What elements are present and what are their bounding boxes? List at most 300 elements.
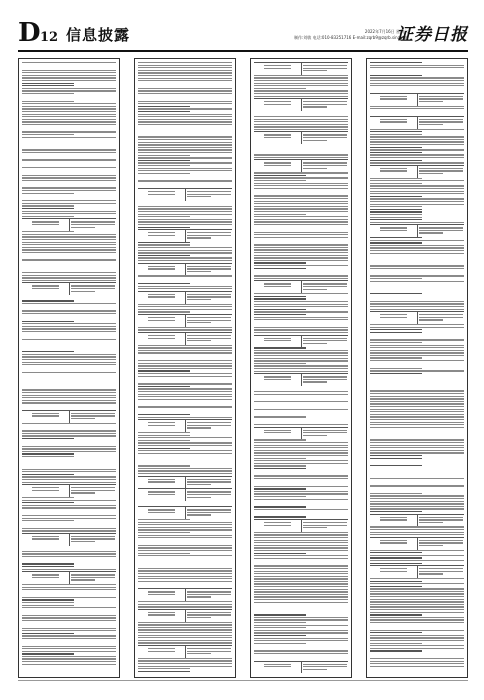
text-line xyxy=(22,448,116,449)
text-line xyxy=(370,152,422,153)
text-line xyxy=(138,80,232,81)
text-line xyxy=(254,391,348,392)
text-line xyxy=(254,203,348,204)
text-line xyxy=(138,473,232,474)
text-line xyxy=(370,345,464,346)
text-line xyxy=(138,111,190,112)
text-line xyxy=(254,586,348,587)
text-line xyxy=(138,435,190,436)
text-line xyxy=(254,468,306,469)
table-cell xyxy=(138,264,186,276)
text-line xyxy=(370,309,464,310)
text-line xyxy=(370,342,422,343)
text-line xyxy=(370,557,422,558)
text-line xyxy=(254,358,348,359)
text-line xyxy=(254,630,348,631)
text-line xyxy=(138,283,190,284)
text-line xyxy=(254,327,348,328)
text-line xyxy=(370,529,464,530)
text-line xyxy=(254,314,306,315)
text-line xyxy=(254,650,348,651)
table-cell xyxy=(254,374,302,386)
text-line xyxy=(254,201,348,202)
text-line xyxy=(254,578,348,579)
text-line xyxy=(370,635,464,636)
text-line xyxy=(254,306,348,307)
text-line xyxy=(138,437,232,438)
text-line xyxy=(138,227,190,228)
text-line xyxy=(22,471,116,472)
text-line xyxy=(22,505,116,506)
text-line xyxy=(138,208,232,209)
text-line xyxy=(254,550,348,551)
text-line xyxy=(254,83,348,84)
column-2-text xyxy=(138,62,232,674)
table-cell xyxy=(186,589,233,601)
text-line xyxy=(22,149,116,150)
text-line xyxy=(254,638,348,639)
text-line xyxy=(254,394,348,395)
text-line xyxy=(22,359,116,360)
text-line xyxy=(254,88,306,89)
text-line xyxy=(138,668,190,669)
text-line xyxy=(138,671,190,672)
text-line xyxy=(254,172,348,173)
text-line xyxy=(22,530,116,531)
text-line xyxy=(254,157,348,158)
text-line xyxy=(370,458,422,459)
table-cell xyxy=(254,428,302,440)
table-cell xyxy=(418,94,465,106)
text-line xyxy=(22,339,116,340)
table-cell xyxy=(302,160,349,172)
text-line xyxy=(370,144,464,145)
text-line xyxy=(370,493,422,494)
text-line xyxy=(254,478,348,479)
text-line xyxy=(138,570,232,571)
text-line xyxy=(22,456,74,457)
text-line xyxy=(370,339,464,340)
text-line xyxy=(370,578,464,579)
text-line xyxy=(22,372,116,373)
table-row xyxy=(370,565,464,578)
table-cell xyxy=(418,538,465,550)
text-line xyxy=(370,329,422,330)
text-line xyxy=(22,213,116,214)
text-line xyxy=(254,576,348,577)
table-cell xyxy=(138,646,186,658)
text-line xyxy=(138,666,232,667)
text-line xyxy=(370,198,464,199)
text-line xyxy=(138,386,190,387)
text-line xyxy=(22,474,74,475)
text-line xyxy=(138,216,190,217)
text-line xyxy=(254,653,348,654)
text-line xyxy=(370,247,464,248)
text-line xyxy=(138,383,232,384)
text-line xyxy=(22,208,74,209)
table-row xyxy=(370,224,464,237)
text-line xyxy=(22,628,116,629)
table-row xyxy=(370,514,464,527)
text-line xyxy=(138,640,232,641)
text-line xyxy=(138,206,232,207)
text-line xyxy=(22,602,74,603)
text-line xyxy=(254,401,348,402)
table-row xyxy=(370,311,464,324)
text-line xyxy=(22,331,116,332)
table-cell xyxy=(254,63,302,75)
text-line xyxy=(254,198,348,199)
text-line xyxy=(370,414,464,415)
text-line xyxy=(22,507,116,508)
text-line xyxy=(370,532,464,533)
text-line xyxy=(138,550,232,551)
text-line xyxy=(22,635,116,636)
text-line xyxy=(138,162,232,163)
text-line xyxy=(138,121,232,122)
text-line xyxy=(254,252,348,253)
text-line xyxy=(138,635,232,636)
text-line xyxy=(254,121,348,122)
text-line xyxy=(254,206,348,207)
text-line xyxy=(22,630,116,631)
text-line xyxy=(370,188,464,189)
text-line xyxy=(138,450,232,451)
table-cell xyxy=(138,333,186,345)
text-line xyxy=(22,362,116,363)
text-line xyxy=(138,660,232,661)
text-line xyxy=(370,439,464,440)
text-line xyxy=(254,124,348,125)
text-line xyxy=(370,67,464,68)
table-cell xyxy=(70,485,117,497)
table-row xyxy=(22,410,116,423)
text-line xyxy=(370,630,464,631)
text-line xyxy=(370,390,464,391)
text-line xyxy=(254,237,348,238)
text-line xyxy=(254,188,348,189)
text-line xyxy=(138,139,232,140)
page-letter: D xyxy=(18,18,41,48)
table-row xyxy=(138,419,232,432)
text-line xyxy=(22,193,74,194)
table-row xyxy=(22,282,116,295)
text-line xyxy=(254,224,348,225)
text-line xyxy=(138,394,232,395)
text-line xyxy=(370,661,464,662)
text-line xyxy=(370,666,464,667)
text-line xyxy=(254,126,348,127)
table-cell xyxy=(70,572,117,584)
table-row xyxy=(370,537,464,550)
text-line xyxy=(138,327,232,328)
text-line xyxy=(370,193,464,194)
text-line xyxy=(370,278,422,279)
text-line xyxy=(22,247,116,248)
text-line xyxy=(22,497,74,498)
text-line xyxy=(254,195,348,196)
table-row xyxy=(254,427,348,440)
text-line xyxy=(370,593,464,594)
text-line xyxy=(254,75,348,76)
text-line xyxy=(254,553,306,554)
text-line xyxy=(254,594,348,595)
text-line xyxy=(254,596,348,597)
text-line xyxy=(22,231,74,232)
text-line xyxy=(254,622,306,623)
text-line xyxy=(138,445,232,446)
text-line xyxy=(22,354,116,355)
text-line xyxy=(370,211,422,212)
text-line xyxy=(370,398,464,399)
table-cell xyxy=(186,646,233,658)
text-line xyxy=(138,576,232,577)
text-line xyxy=(254,439,306,440)
table-cell xyxy=(186,189,233,201)
table-row xyxy=(138,229,232,242)
text-line xyxy=(22,131,116,132)
text-line xyxy=(138,524,232,525)
table-cell xyxy=(302,336,349,348)
text-line xyxy=(138,180,232,181)
text-line xyxy=(138,373,232,374)
table-row xyxy=(138,645,232,658)
text-line xyxy=(370,450,464,451)
contact-line: 制作:刘敏 电话:010-83251716 E-mail:zqrb9@zqrb.sina.net xyxy=(293,35,408,40)
text-line xyxy=(138,396,232,397)
text-line xyxy=(254,119,348,120)
text-line xyxy=(370,552,422,553)
text-line xyxy=(22,326,116,327)
text-line xyxy=(254,90,348,91)
text-line xyxy=(370,498,464,499)
text-line xyxy=(370,427,464,428)
text-line xyxy=(254,208,348,209)
table-cell xyxy=(22,572,70,584)
text-line xyxy=(138,370,190,371)
text-line xyxy=(22,124,116,125)
text-line xyxy=(22,482,116,483)
text-line xyxy=(254,486,348,487)
text-line xyxy=(370,465,422,466)
text-line xyxy=(370,599,464,600)
text-line xyxy=(138,173,190,174)
table-cell xyxy=(254,99,302,111)
text-line xyxy=(370,637,464,638)
table-cell xyxy=(254,520,302,532)
text-line xyxy=(254,534,348,535)
table-cell xyxy=(418,225,465,237)
text-line xyxy=(254,368,348,369)
text-line xyxy=(22,259,116,260)
text-line xyxy=(254,635,306,636)
table-row xyxy=(254,98,348,111)
text-line xyxy=(370,240,464,241)
text-line xyxy=(254,452,348,453)
text-line xyxy=(254,329,348,330)
text-line xyxy=(138,214,232,215)
text-line xyxy=(138,663,232,664)
text-line xyxy=(138,309,232,310)
text-line xyxy=(22,651,116,652)
text-line xyxy=(22,83,74,84)
text-line xyxy=(138,152,232,153)
masthead-meta xyxy=(294,29,408,41)
text-line xyxy=(138,622,232,623)
text-line xyxy=(22,433,116,434)
text-line xyxy=(138,160,190,161)
text-line xyxy=(254,296,306,297)
text-line xyxy=(22,553,116,554)
text-line xyxy=(22,653,74,654)
table-cell xyxy=(186,315,233,327)
text-line xyxy=(254,214,306,215)
table-row xyxy=(138,506,232,519)
text-line xyxy=(370,424,464,425)
text-line xyxy=(22,252,116,253)
text-line xyxy=(138,448,190,449)
text-line xyxy=(22,364,116,365)
text-line xyxy=(254,216,348,217)
text-line xyxy=(370,622,464,623)
text-line xyxy=(22,389,116,390)
text-line xyxy=(138,211,232,212)
text-line xyxy=(138,606,232,607)
text-line xyxy=(370,237,422,238)
table-row xyxy=(22,484,116,497)
table-cell xyxy=(254,336,302,348)
text-line xyxy=(370,217,422,218)
text-line xyxy=(22,310,116,311)
text-line xyxy=(370,281,464,282)
text-line xyxy=(370,406,464,407)
text-line xyxy=(22,72,116,73)
text-line xyxy=(22,502,74,503)
text-line xyxy=(370,139,464,140)
text-line xyxy=(370,191,464,192)
text-line xyxy=(370,180,464,181)
text-line xyxy=(22,638,116,639)
text-line xyxy=(370,583,464,584)
text-line xyxy=(370,245,464,246)
table-cell xyxy=(302,428,349,440)
text-line xyxy=(22,242,116,243)
table-row xyxy=(254,280,348,293)
table-cell xyxy=(70,283,117,295)
text-line xyxy=(22,633,74,634)
text-line xyxy=(370,606,464,607)
text-line xyxy=(22,121,116,122)
text-line xyxy=(370,214,422,215)
text-line xyxy=(138,103,232,104)
text-line xyxy=(254,516,306,517)
text-line xyxy=(22,584,116,585)
table-cell xyxy=(370,166,418,178)
table-cell xyxy=(370,515,418,527)
text-line xyxy=(138,252,232,253)
table-cell xyxy=(22,411,70,423)
text-line xyxy=(254,177,348,178)
text-line xyxy=(22,569,116,570)
text-line xyxy=(254,547,348,548)
text-line xyxy=(370,293,422,294)
text-line xyxy=(22,106,116,107)
text-line xyxy=(138,519,190,520)
text-line xyxy=(138,106,190,107)
text-line xyxy=(22,249,116,250)
text-line xyxy=(370,275,464,276)
text-line xyxy=(138,632,232,633)
text-line xyxy=(254,350,348,351)
text-line xyxy=(22,216,74,217)
table-row xyxy=(22,218,116,231)
text-line xyxy=(370,401,464,402)
text-line xyxy=(370,303,464,304)
text-line xyxy=(370,332,422,333)
text-line xyxy=(254,180,306,181)
text-line xyxy=(254,532,348,533)
text-line xyxy=(370,350,464,351)
text-line xyxy=(370,658,464,659)
text-line xyxy=(254,573,348,574)
table-cell xyxy=(302,281,349,293)
table-cell xyxy=(22,219,70,231)
text-line xyxy=(370,581,422,582)
text-line xyxy=(370,485,464,486)
text-line xyxy=(370,596,464,597)
text-line xyxy=(138,453,232,454)
text-line xyxy=(138,165,190,166)
text-line xyxy=(22,430,116,431)
text-line xyxy=(370,555,464,556)
text-line xyxy=(138,468,232,469)
text-line xyxy=(254,311,348,312)
text-line xyxy=(138,157,232,158)
table-cell xyxy=(138,230,186,242)
column-2 xyxy=(134,58,236,678)
text-line xyxy=(254,455,348,456)
text-line xyxy=(22,108,116,109)
text-line xyxy=(370,416,464,417)
text-line xyxy=(254,465,306,466)
text-line xyxy=(254,591,348,592)
text-line xyxy=(138,391,232,392)
text-line xyxy=(138,547,232,548)
text-line xyxy=(370,612,464,613)
text-line xyxy=(138,365,232,366)
text-line xyxy=(254,409,348,410)
text-line xyxy=(254,304,348,305)
text-line xyxy=(370,648,464,649)
table-cell xyxy=(186,230,233,242)
text-line xyxy=(254,371,348,372)
text-line xyxy=(370,586,422,587)
text-line xyxy=(254,77,348,78)
text-line xyxy=(370,447,464,448)
text-line xyxy=(138,532,190,533)
text-line xyxy=(254,293,348,294)
text-line xyxy=(254,247,348,248)
text-line xyxy=(22,211,116,212)
text-line xyxy=(254,175,306,176)
text-line xyxy=(138,221,232,222)
text-line xyxy=(22,116,116,117)
text-line xyxy=(138,149,232,150)
date-line: 2022年7月16日 星期六 xyxy=(364,29,408,34)
table-cell xyxy=(254,160,302,172)
text-line xyxy=(254,234,348,235)
